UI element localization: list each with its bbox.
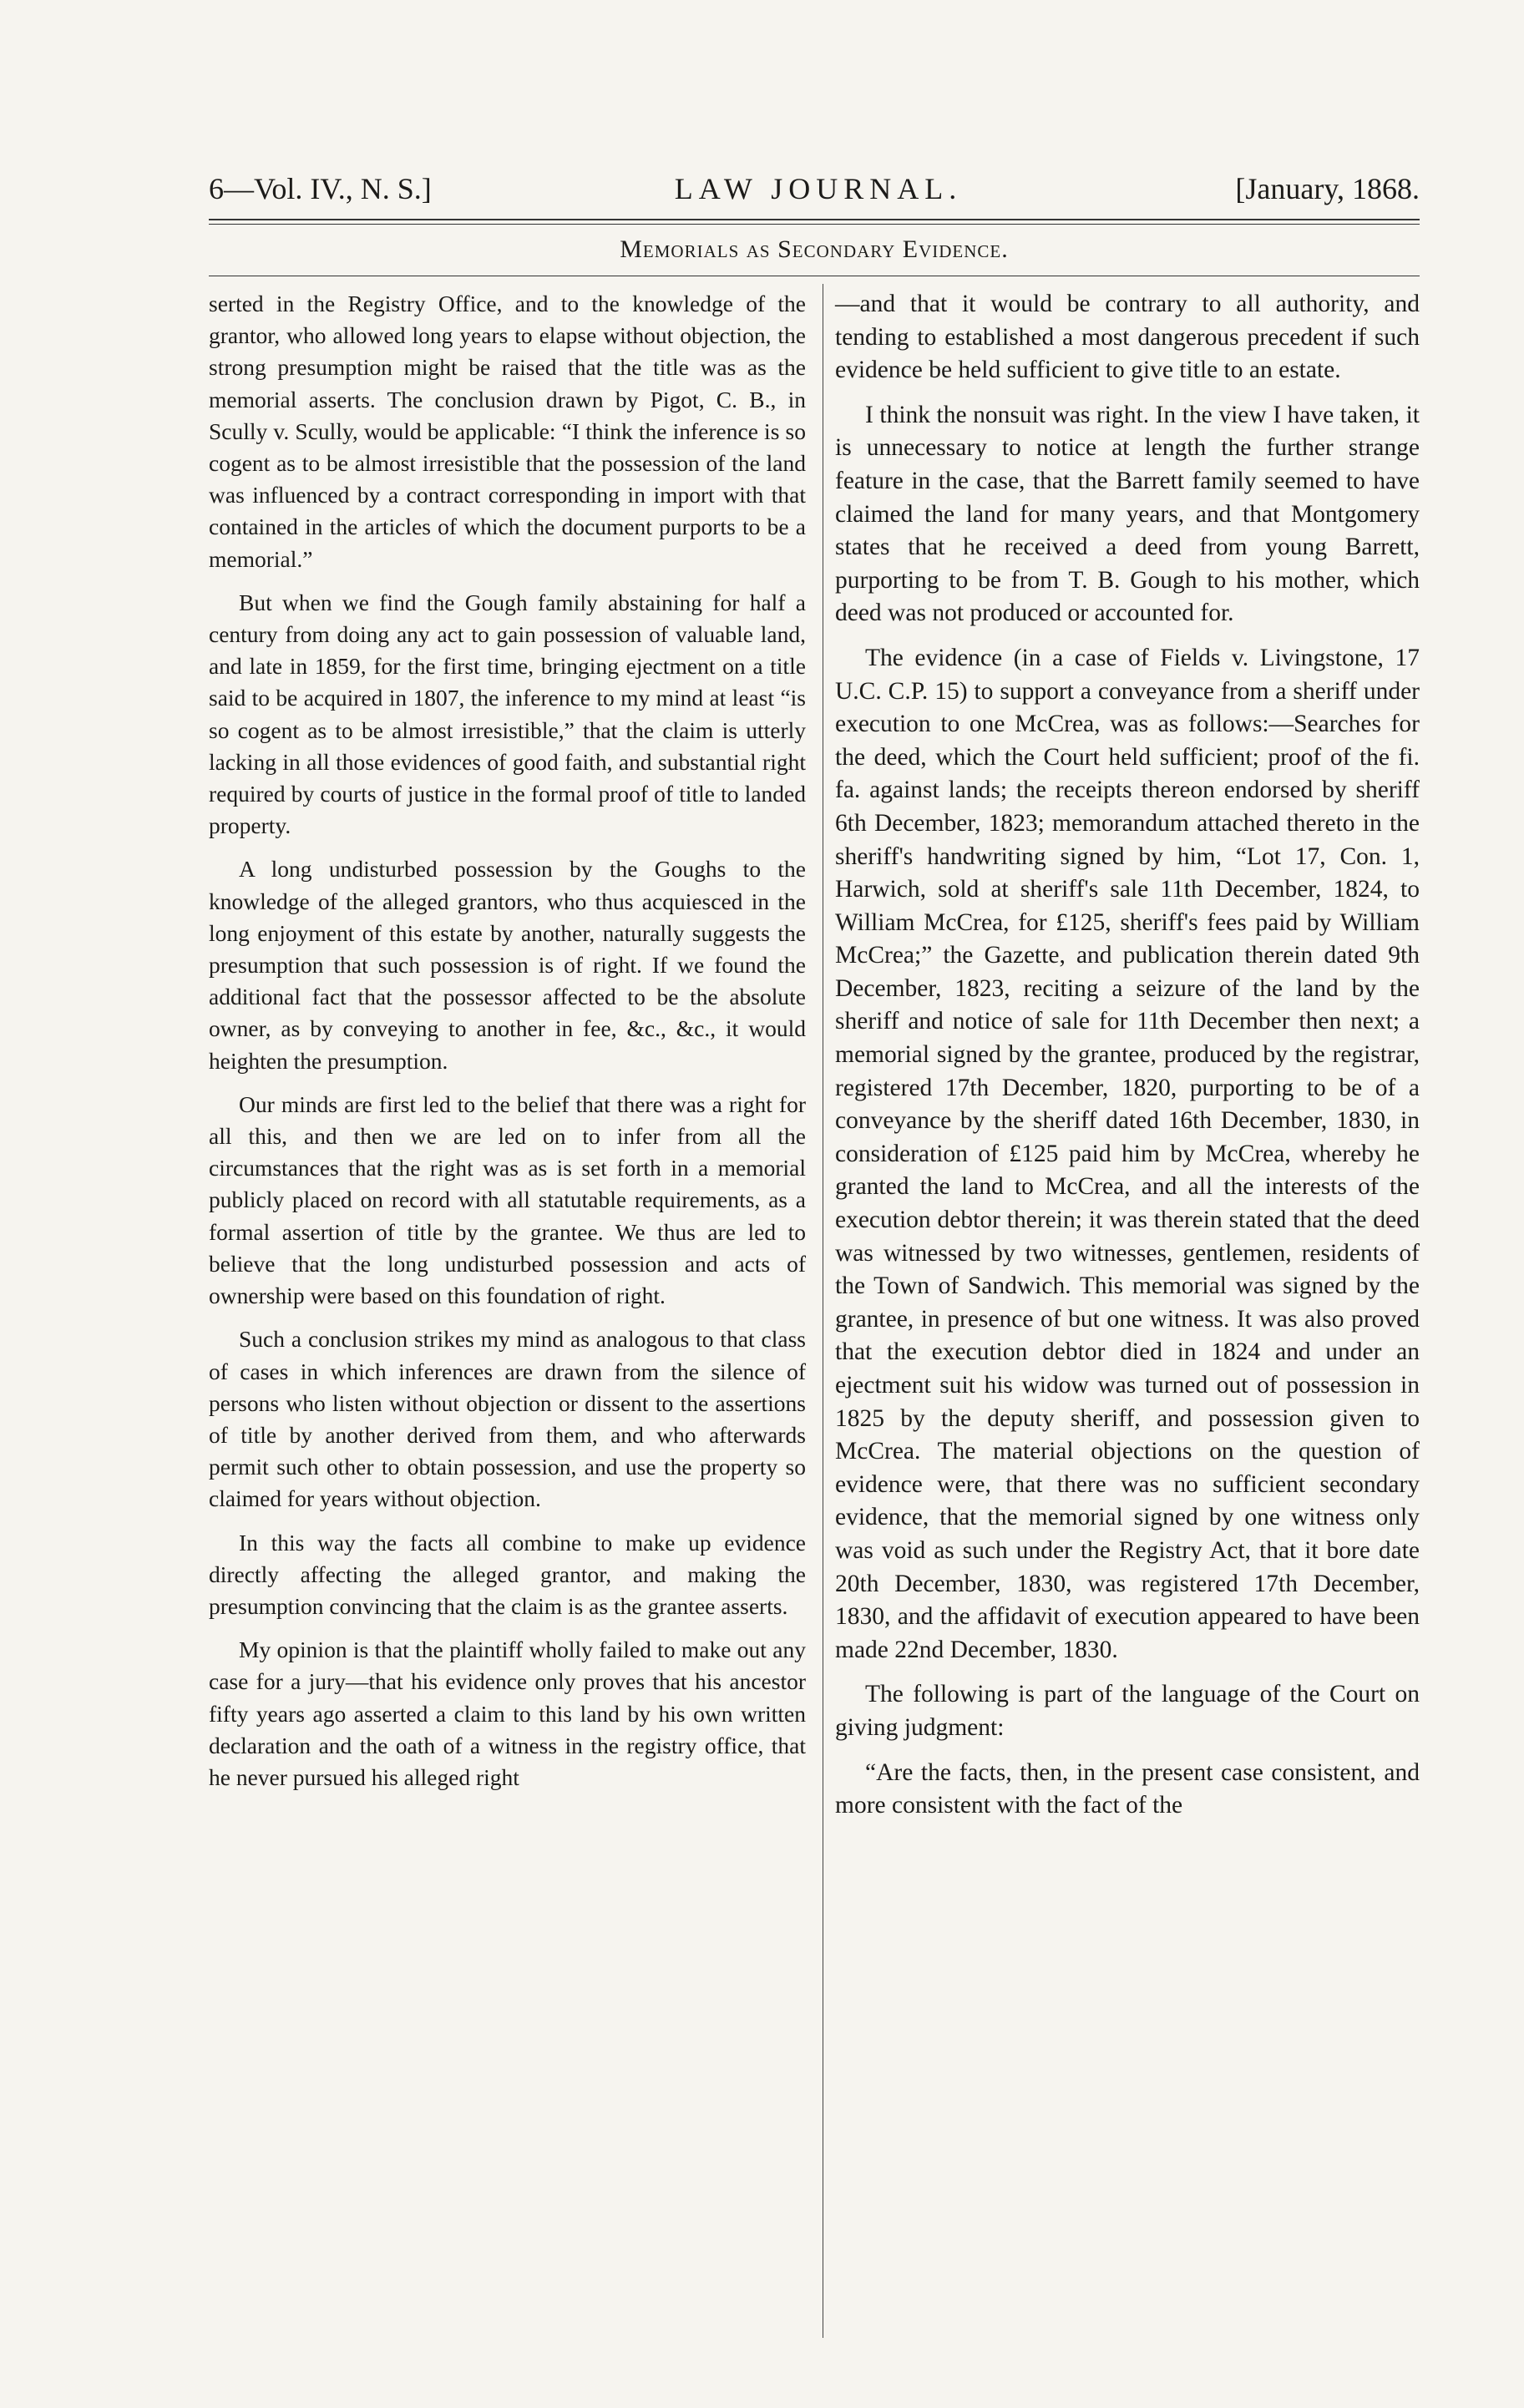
paragraph: In this way the facts all combine to make up evidence directly affecting the alleged grantor, and making the presumption convincing that the claim is as the grantee asserts. xyxy=(209,1529,806,1619)
paragraph: My opinion is that the plaintiff wholly failed to make out any case for a jury—that his evidence only proves that his ancestor fifty years ago asserted a claim to this land by his own written declaration and the oath of a witness in the registry office, that he never pursued his alleged right xyxy=(209,1637,806,1790)
paragraph: Such a conclusion strikes my mind as analogous to that class of cases in which inferences are drawn from the silence of persons who listen without objection or dissent to the assertions of title by another derived from them, and who afterwards permit such other to obtain possession, and use the property so claimed for years without objection. xyxy=(209,1326,806,1512)
left-column xyxy=(209,288,806,1793)
paragraph: “Are the facts, then, in the present case consistent, and more consistent with the fact of the xyxy=(835,1758,1420,1819)
header-rule-thick xyxy=(209,219,1420,220)
journal-title: LAW JOURNAL. xyxy=(674,172,963,205)
running-header xyxy=(209,171,1420,213)
paragraph: serted in the Registry Office, and to the knowledge of the grantor, who allowed long years to elapse without objection, the strong presumption might be raised that the title was as the memorial asserts. The conclusion drawn by Pigot, C. B., in Scully v. Scully, would be applicable: “I think the inference is so cogent as to be almost irresistible that the possession of the land was influenced by a contract corresponding in import with that contained in the articles of which the document purports to be a memorial.” xyxy=(209,291,806,572)
header-rule-thin xyxy=(209,224,1420,225)
section-title: Memorials as Secondary Evidence. xyxy=(620,235,1009,263)
paragraph: But when we find the Gough family abstaining for half a century from doing any act to gain possession of valuable land, and late in 1859, for the first time, bringing ejectment on a title said to be acquired in 1807, the inference to my mind at least “is so cogent as to be almost irresistible,” that the claim is utterly lacking in all those evidences of good faith, and substantial right required by courts of justice in the formal proof of title to landed property. xyxy=(209,589,806,839)
volume-label: 6—Vol. IV., N. S.] xyxy=(209,172,432,205)
paragraph: The evidence (in a case of Fields v. Livingstone, 17 U.C. C.P. 15) to support a conveyance from a sheriff under execution to one McCrea, was as follows:—Searches for the deed, which the Court held sufficient; proof of the fi. fa. against lands; the receipts thereon endorsed by sheriff 6th December, 1823; memorandum attached thereto in the sheriff's handwriting signed by him, “Lot 17, Con. 1, Harwich, sold at sheriff's sale 11th December, 1824, to William McCrea, for £125, sheriff's fees paid by William McCrea;” the Gazette, and publication therein dated 9th December, 1823, reciting a seizure of the land by the sheriff and notice of sale for 11th December then next; a memorial signed by the grantee, produced by the registrar, registered 17th December, 1820, purporting to be of a conveyance by the sheriff dated 16th December, 1830, in consideration of £125 paid him by McCrea, whereby he granted the land to McCrea, and all the interests of the execution debtor therein; it was therein stated that the deed was witnessed by two witnesses, gentlemen, residents of the Town of Sandwich. This memorial was signed by the grantee, in presence of but one witness. It was also proved that the execution debtor died in 1824 and under an ejectment suit his widow was turned out of possession in 1825 by the deputy sheriff, and possession given to McCrea. The material objections on the question of evidence were, that there was no sufficient secondary evidence, that the memorial signed by one witness only was void as such under the Registry Act, that it bore date 20th December, 1830, was registered 17th December, 1830, and the affidavit of execution appeared to have been made 22nd December, 1830. xyxy=(835,644,1420,1663)
right-column xyxy=(835,288,1420,1823)
issue-date: [January, 1868. xyxy=(1235,172,1420,205)
paragraph: A long undisturbed possession by the Goughs to the knowledge of the alleged grantors, who thus acquiesced in the long enjoyment of this estate by another, naturally suggests the presumption that such possession is of right. If we found the additional fact that the possessor affected to be the absolute owner, as by conveying to another in fee, &c., &c., it would heighten the presumption. xyxy=(209,856,806,1074)
paragraph: —and that it would be contrary to all authority, and tending to established a most dangerous precedent if such evidence be held sufficient to give title to an estate. xyxy=(835,291,1420,384)
paragraph: Our minds are first led to the belief that there was a right for all this, and then we are led on to infer from all the circumstances that the right was as is set forth in a memorial publicly placed on record with all statutable requirements, as a formal assertion of title by the grantee. We thus are led to believe that the long undisturbed possession and acts of ownership were based on this foundation of right. xyxy=(209,1090,806,1309)
paragraph: I think the nonsuit was right. In the view I have taken, it is unnecessary to notice at length the further strange feature in the case, that the Barrett family seemed to have claimed the land for many years, and that Montgomery states that he received a deed from young Barrett, purporting to be from T. B. Gough to his mother, which deed was not produced or accounted for. xyxy=(835,401,1420,627)
paragraph: The following is part of the language of the Court on giving judgment: xyxy=(835,1681,1420,1741)
